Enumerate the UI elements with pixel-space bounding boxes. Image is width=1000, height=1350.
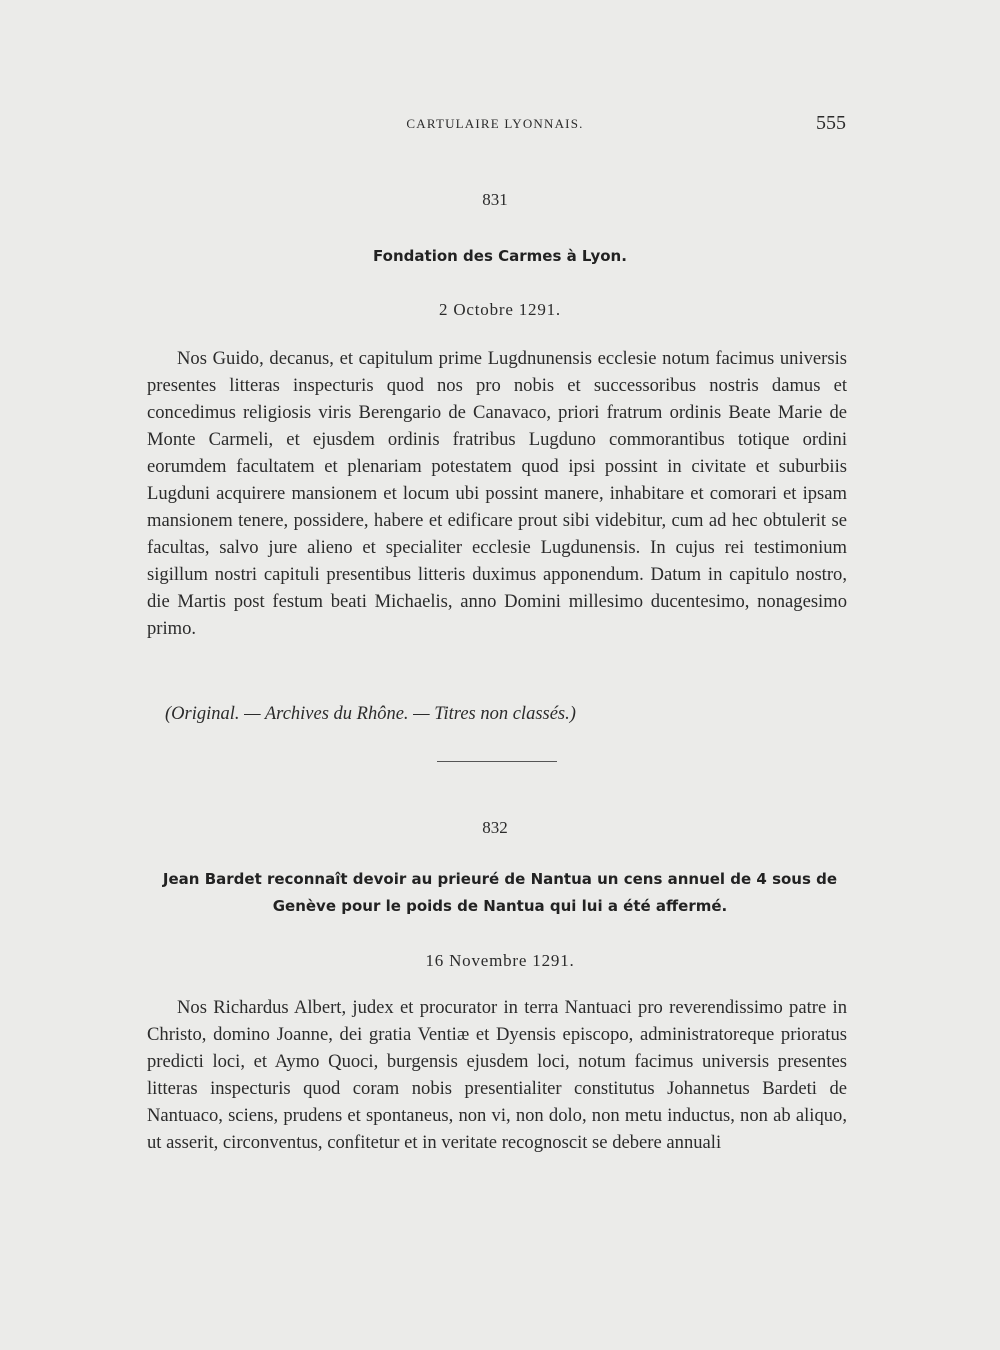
entry-date: 16 Novembre 1291. xyxy=(425,951,575,970)
separator-rule xyxy=(437,761,557,762)
entry-title: Fondation des Carmes à Lyon. xyxy=(373,247,627,265)
entry-date: 2 Octobre 1291. xyxy=(438,300,561,319)
running-head xyxy=(0,112,1000,136)
page-number: 555 xyxy=(816,112,846,134)
entry-body: Nos Guido, decanus, et capitulum prime Lugdnunensis ecclesie notum facimus universis presentes litteras inspecturis quod nos pro nobis et successoribus nostris damus et concedimus religiosis viris Berengario de Canavaco, priori fratrum ordinis Beate Marie de Monte Carmeli, et ejusdem ordinis fratribus Lugduno commorantibus totique ordini eorumdem facultatem et plenariam potestatem quod ipsi possint in civitate et suburbiis Lugduni acquirere mansionem et locum ubi possint manere, inhabitare et comorari et ipsam mansionem tenere, possidere, habere et edificare prout sibi videbitur, cum ad hec obtulerit se facultas, salvo jure alieno et specialiter ecclesie Lugdunensis. In cujus rei testimonium sigillum nostri capituli presentibus litteris duximus apponendum. Datum in capitulo nostro, die Martis post festum beati Michaelis, anno Domini millesimo ducentesimo, nonagesimo primo. xyxy=(147,348,847,639)
entry-title: Jean Bardet reconnaît devoir au prieuré de Nantua un cens annuel de 4 sous de Genève pour le poids de Nantua qui lui a été affermé. xyxy=(162,870,838,915)
entry-source: (Original. — Archives du Rhône. — Titres non classés.) xyxy=(165,704,576,724)
entry-number: 831 xyxy=(482,190,508,209)
entry-body: Nos Richardus Albert, judex et procurator in terra Nantuaci pro reverendissimo patre in Christo, domino Joanne, dei gratia Ventiæ et Dyensis episcopo, administratoreque prioratus predicti loci, et Aymo Quoci, burgensis ejusdem loci, notum facimus universis presentes litteras inspecturis quod coram nobis presentialiter constitutus Johannetus Bardeti de Nantuaco, sciens, prudens et spontaneus, non vi, non dolo, non metu inductus, non ab aliquo, ut asserit, circonventus, confitetur et in veritate recognoscit se debere annuali xyxy=(147,997,847,1153)
entry-number: 832 xyxy=(482,818,508,837)
running-title: CARTULAIRE LYONNAIS. xyxy=(406,116,584,131)
